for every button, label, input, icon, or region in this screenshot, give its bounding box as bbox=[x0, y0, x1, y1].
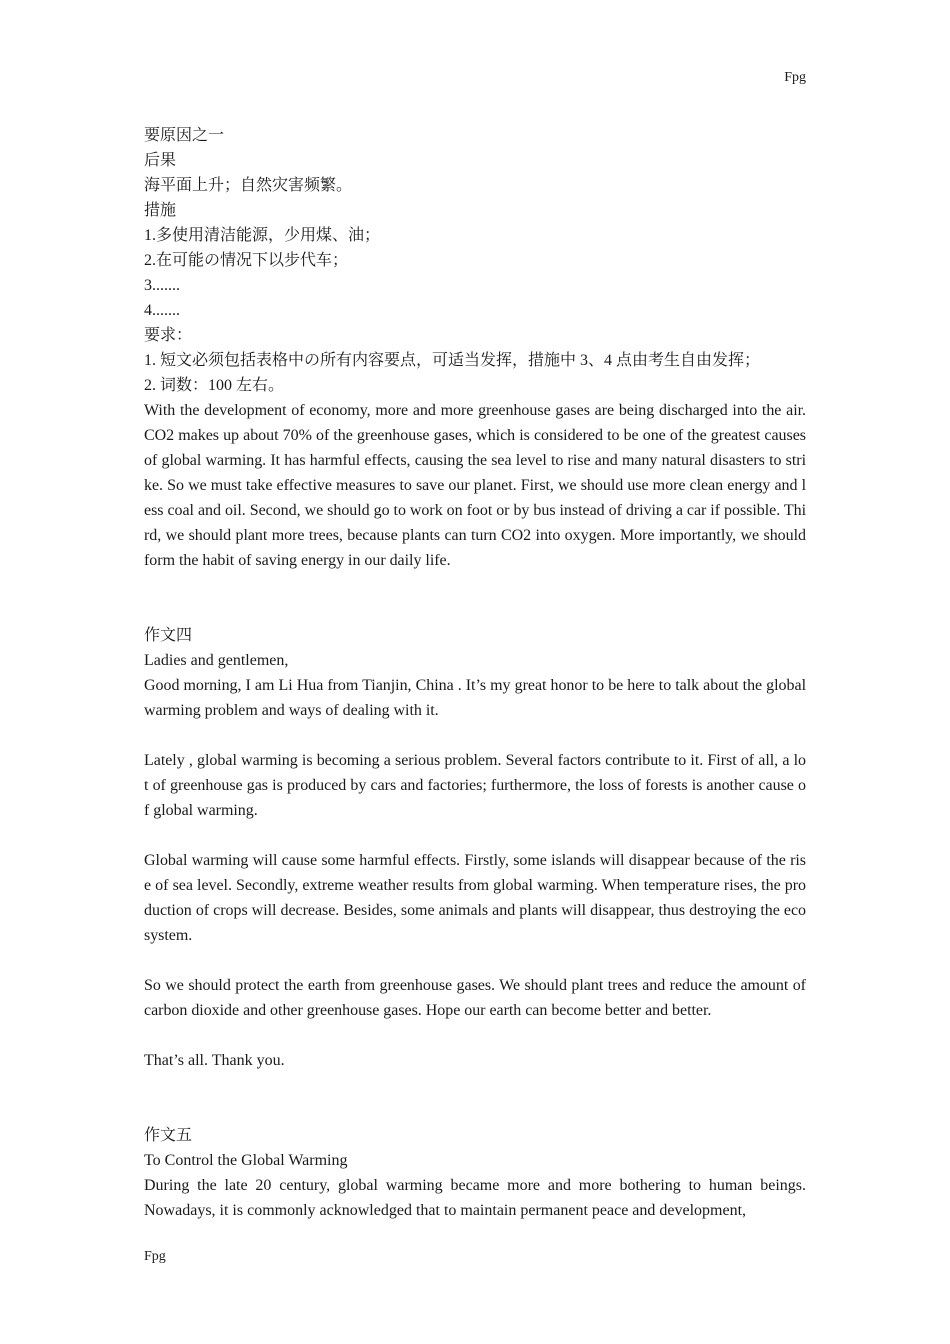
text-line: 措施 bbox=[144, 202, 177, 219]
text-line: 2. 词数：100 左右。 bbox=[144, 377, 285, 394]
text-line: 2.在可能の情况下以步代车； bbox=[144, 252, 349, 269]
section-title: 作文五 bbox=[144, 1127, 193, 1144]
speech-paragraph: Lately , global warming is becoming a serious problem. Several factors contribute to it. First of all, a lot of greenhouse gas is produced by cars and factories; furthermore, the loss of forests is another cause of global warming. bbox=[144, 752, 806, 819]
essay-paragraph: During the late 20 century, global warming became more and more bothering to human beings. Nowadays, it is commonly acknowledged that to maintain permanent peace and development, bbox=[144, 1177, 806, 1219]
section-title: 作文四 bbox=[144, 627, 193, 644]
essay-heading: To Control the Global Warming bbox=[144, 1152, 348, 1169]
text-line: 1.多使用清洁能源，少用煤、油； bbox=[144, 227, 381, 244]
essay-paragraph: With the development of economy, more and more greenhouse gases are being discharged into the air. CO2 makes up about 70% of the greenhouse gases, which is considered to be one of the greatest causes of global warming. It has harmful effects, causing the sea level to rise and many natural disasters to strike. So we must take effective measures to save our planet. First, we should use more clean energy and less coal and oil. Second, we should go to work on foot or by bus instead of driving a car if possible. Third, we should plant more trees, because plants can turn CO2 into oxygen. More importantly, we should form the habit of saving energy in our daily life. bbox=[144, 402, 806, 569]
greeting: Ladies and gentlemen, bbox=[144, 652, 289, 669]
text-line: 3....... bbox=[144, 277, 180, 294]
text-line: 后果 bbox=[144, 152, 177, 169]
document-body bbox=[144, 123, 806, 1223]
speech-paragraph: Global warming will cause some harmful effects. Firstly, some islands will disappear because of the rise of sea level. Secondly, extreme weather results from global warming. When temperature rises, the production of crops will decrease. Besides, some animals and plants will disappear, thus destroying the ecosystem. bbox=[144, 852, 806, 944]
closing: That’s all. Thank you. bbox=[144, 1052, 285, 1069]
text-line: 海平面上升；自然灾害频繁。 bbox=[144, 177, 353, 194]
page-footer: Fpg bbox=[144, 1249, 166, 1264]
page-header: Fpg bbox=[784, 70, 806, 85]
text-line: 要求： bbox=[144, 327, 193, 344]
text-line: 4....... bbox=[144, 302, 180, 319]
text-line: 要原因之一 bbox=[144, 127, 225, 144]
speech-paragraph: So we should protect the earth from greenhouse gases. We should plant trees and reduce the amount of carbon dioxide and other greenhouse gases. Hope our earth can become better and better. bbox=[144, 977, 806, 1019]
speech-paragraph: Good morning, I am Li Hua from Tianjin, China . It’s my great honor to be here to talk about the global warming problem and ways of dealing with it. bbox=[144, 677, 806, 719]
text-line: 1. 短文必须包括表格中の所有内容要点，可适当发挥，措施中 3、4 点由考生自由发挥； bbox=[144, 352, 761, 369]
